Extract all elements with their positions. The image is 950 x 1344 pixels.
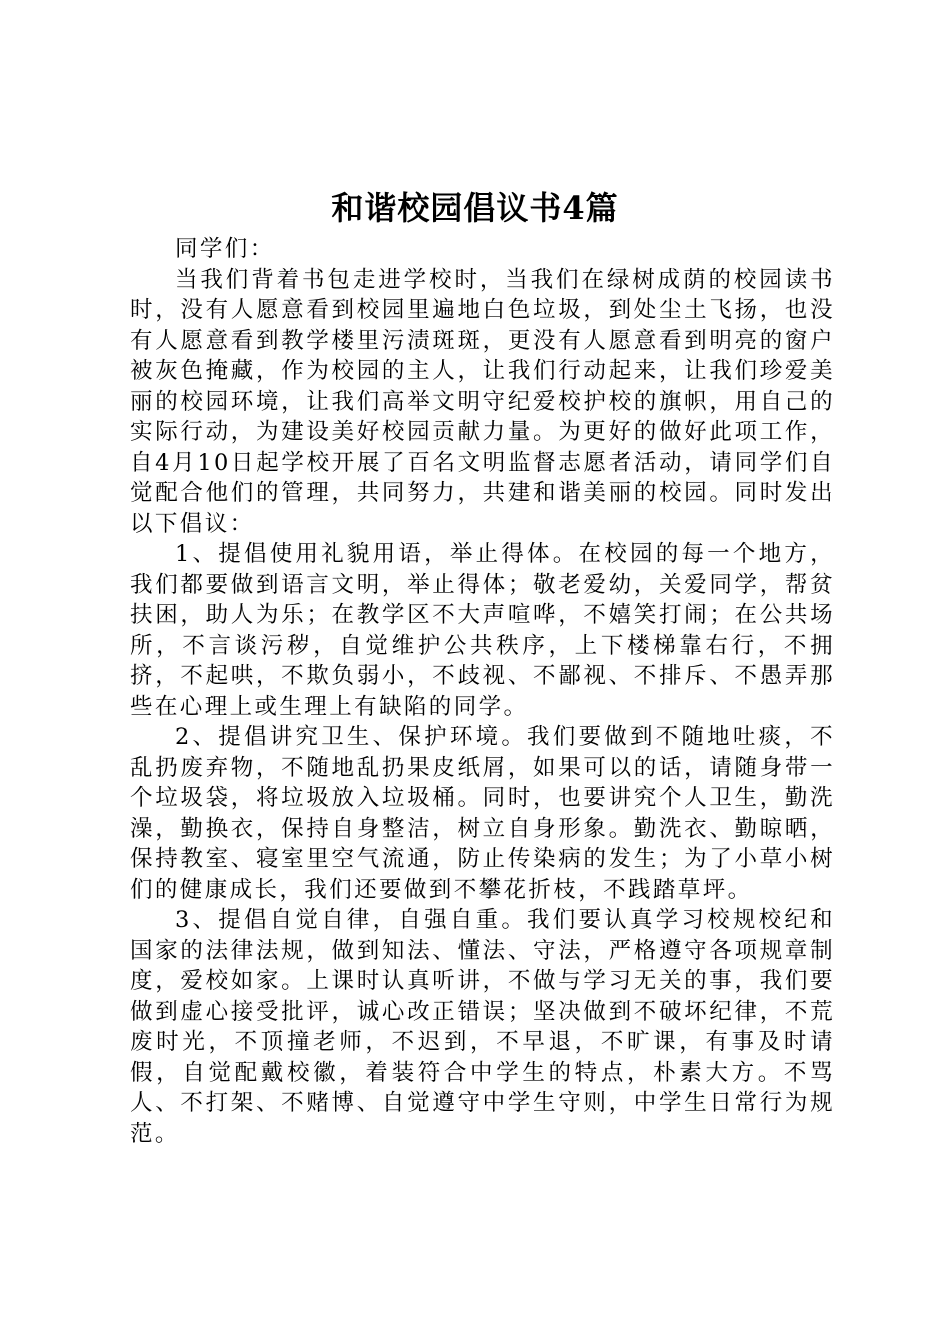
document-title: 和谐校园倡议书4篇 (331, 189, 619, 227)
paragraph-proposal-1: 1、提倡使用礼貌用语，举止得体。在校园的每一个地方，我们都要做到语言文明，举止得体；敬老爱幼，关爱同学，帮贫扶困，助人为乐；在教学区不大声喧哗，不嬉笑打闹；在公共场所，不言谈污秽，自觉维护公共秩序，上下楼梯靠右行，不拥挤，不起哄，不欺负弱小，不歧视、不鄙视、不排斥、不愚弄那些在心理上或生理上有缺陷的同学。 (130, 541, 835, 720)
paragraph-proposal-3: 3、提倡自觉自律，自强自重。我们要认真学习校规校纪和国家的法律法规，做到知法、懂法、守法，严格遵守各项规章制度，爱校如家。上课时认真听讲，不做与学习无关的事，我们要做到虚心接受批评，诚心改正错误；坚决做到不破坏纪律，不荒废时光，不顶撞老师，不迟到，不早退，不旷课，有事及时请假，自觉配戴校徽，着装符合中学生的特点，朴素大方。不骂人、不打架、不赌博、自觉遵守中学生守则，中学生日常行为规范。 (130, 907, 835, 1147)
paragraph-proposal-2: 2、提倡讲究卫生、保护环境。我们要做到不随地吐痰，不乱扔废弃物，不随地乱扔果皮纸屑，如果可以的话，请随身带一个垃圾袋，将垃圾放入垃圾桶。同时，也要讲究个人卫生，勤洗澡，勤换衣，保持自身整洁，树立自身形象。勤洗衣、勤晾晒，保持教室、寝室里空气流通，防止传染病的发生；为了小草小树们的健康成长，我们还要做到不攀花折枝，不践踏草坪。 (130, 724, 835, 903)
salutation: 同学们： (175, 236, 275, 262)
paragraph-intro: 当我们背着书包走进学校时，当我们在绿树成荫的校园读书时，没有人愿意看到校园里遍地白色垃圾，到处尘土飞扬，也没有人愿意看到教学楼里污渍斑斑，更没有人愿意看到明亮的窗户被灰色掩藏，作为校园的主人，让我们行动起来，让我们珍爱美丽的校园环境，让我们高举文明守纪爱校护校的旗帜，用自己的实际行动，为建设美好校园贡献力量。为更好的做好此项工作，自4月10日起学校开展了百名文明监督志愿者活动，请同学们自觉配合他们的管理，共同努力，共建和谐美丽的校园。同时发出以下倡议： (130, 266, 835, 537)
document-body (130, 234, 835, 1149)
